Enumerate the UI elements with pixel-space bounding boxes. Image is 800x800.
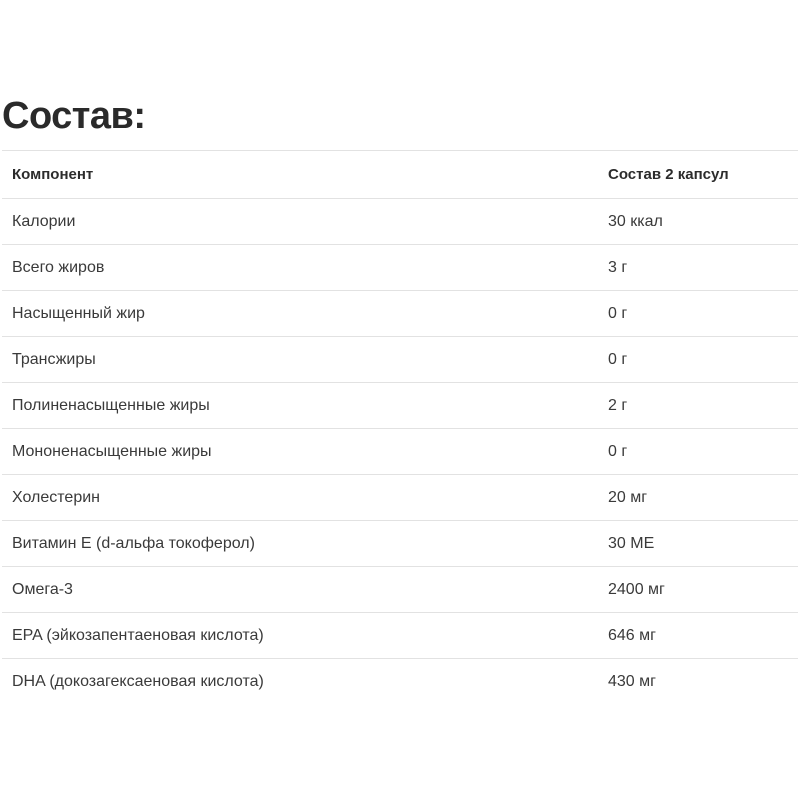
component-name: Витамин Е (d-альфа токоферол)	[12, 534, 255, 552]
component-amount: 0 г	[608, 304, 628, 322]
component-amount: 3 г	[608, 258, 628, 276]
component-name: Холестерин	[12, 488, 100, 506]
component-amount: 430 мг	[608, 673, 656, 690]
component-amount: 646 мг	[608, 626, 656, 644]
component-amount: 2 г	[608, 396, 628, 414]
table-header-row	[2, 151, 798, 199]
component-amount: 0 г	[608, 442, 628, 460]
component-amount: 30 ккал	[608, 212, 663, 230]
table-row	[2, 245, 798, 291]
component-amount: 2400 мг	[608, 580, 665, 598]
header-amount: Состав 2 капсул	[608, 166, 729, 183]
table-row	[2, 291, 798, 337]
component-name: DHA (докозагексаеновая кислота)	[12, 673, 264, 690]
component-name: Насыщенный жир	[12, 304, 145, 322]
component-name: Омега-3	[12, 580, 73, 598]
composition-table	[2, 150, 798, 705]
component-name: Мононенасыщенные жиры	[12, 442, 212, 460]
table-row	[2, 383, 798, 429]
component-amount: 20 мг	[608, 488, 648, 506]
table-row	[2, 199, 798, 245]
page-title: Состав:	[2, 95, 146, 137]
component-amount: 30 МЕ	[608, 534, 655, 552]
component-name: Трансжиры	[12, 350, 96, 368]
table-row	[2, 613, 798, 659]
table-row	[2, 521, 798, 567]
table-row	[2, 429, 798, 475]
header-component: Компонент	[12, 166, 94, 183]
component-name: Калории	[12, 212, 76, 230]
table-row	[2, 659, 798, 705]
table-row	[2, 475, 798, 521]
component-name: EPA (эйкозапентаеновая кислота)	[12, 626, 264, 644]
table-row	[2, 337, 798, 383]
table-row	[2, 567, 798, 613]
component-name: Всего жиров	[12, 258, 105, 276]
component-amount: 0 г	[608, 350, 628, 368]
component-name: Полиненасыщенные жиры	[12, 396, 210, 414]
